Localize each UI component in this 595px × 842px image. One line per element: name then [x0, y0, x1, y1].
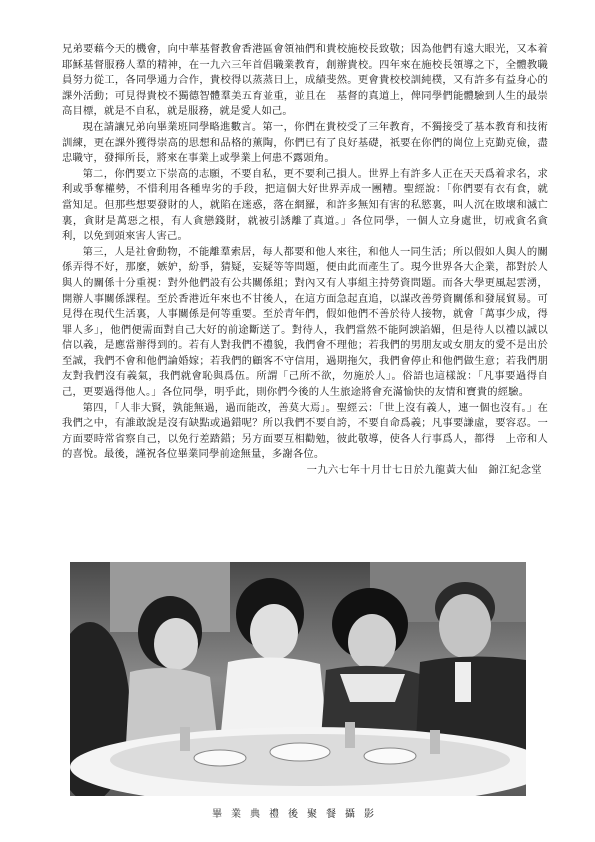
photo-caption: 畢業典禮後聚餐攝影 — [212, 809, 383, 820]
paragraph-intro: 兄弟要藉今天的機會，向中華基督教會香港區會領袖們和貴校施校長致敬；因為他們有遠大眼光，又本着 耶穌基督服務人羣的精神，在一九六三年首倡職業教育，創辦貴校。四年來在施校長領導之下，全體教職員努力從工，各同學通力合作，貴校得以蒸蒸日上，成績斐然。更會貴校校訓純樸，又有許多有益身心的課外活動；可見得貴校不獨德智體羣美五育並重，並且在 基督的真道上，俾同學們能體驗到人生的最崇高目標，就是不自私，就是服務，就是愛人如己。 — [62, 43, 559, 118]
banquet-photo-illustration — [70, 562, 526, 796]
paragraph-third-point: 第三，人是社會動物，不能離羣索居，每人都要和他人來往，和他人一同生活；所以假如人與人的關係弄得不好，那麼，嫉妒，紛爭，猜疑，妄疑等等問題，便由此而產生了。現今世界各大企業，都對於人與人的關係十分重視：對外他們設有公共關係組；對內又有人事組主持勞資問題。而各大學更風起雲湧，開辦人事關係課程。至於香港近年來也不甘後人，在這方面急起直追，以謀改善勞資關係和發展貿易。可見得在現代生活裏，人事關係是何等重要。至於青年們，假如他們不善於待人接物，就會「萬事少成，得罪人多」，他們便需面對自己大好的前途斷送了。對待人，我們當然不能阿諛諂媚，但是待人以禮以誠以信以義，是應當辦得到的。若有人對我們不禮貌，我們會不理他；若我們的男朋友或女朋友的愛不是出於至誠，我們不會和他們論婚嫁；若我們的顧客不守信用，過期拖欠，我們會停止和他們做生意；若我們朋友對我們沒有義氣，我們就會恥與爲伍。所謂「己所不欲，勿施於人」。俗語也這樣說：「凡事要過得自己，更要過得他人。」各位同學，明乎此，則你們今後的人生旅途將會充滿愉快的友情和寶貴的經驗。 — [62, 245, 548, 399]
banquet-photo — [70, 562, 526, 796]
article-body — [62, 42, 559, 479]
paragraph-second-point: 第二，你們要立下崇高的志願，不要自私，更不要利己損人。世界上有許多人正在天天爲着求名，求利或爭奪權勢，不惜利用各種卑劣的手段，把這個大好世界弄成一團糟。聖經說：「你們要有衣有食，就當知足。但那些想要發財的人，就陷在迷惑，落在網羅，和許多無知有害的私慾裏，叫人沉在敗壞和滅亡裏，貪財是萬惡之根，有人貪戀錢財，就被引誘離了真道。」各位同學，一個人立身處世，切戒貪名貪利，以免到頭來害人害己。 — [62, 167, 548, 243]
paragraph-fourth-point: 第四，「人非大賢，孰能無過，過而能改，善莫大焉」。聖經云：「世上沒有義人，連一個也沒有。」在我們之中，有誰敢說是沒有缺點或過錯呢？所以我們不要自誇，不要自命爲義；凡事要謙虛，要容忍。一方面要時常省察自己，以免行差踏錯；另方面要互相勸勉，彼此敬導，使各人行事爲人，都得 上帝和人的喜悅。最後，謹祝各位畢業同學前途無量，多謝各位。 — [62, 401, 548, 461]
paragraph-first-point: 現在請讓兄弟向畢業班同學略進數言。第一，你們在貴校受了三年教育，不獨接受了基本教育和技術訓練，更在課外獲得崇高的思想和品格的薰陶，你們已有了良好基礎，祇要在你們的崗位上克勤克儉，盡忠職守，發揮所長，將來在事業上或學業上何患不露頭角。 — [62, 120, 548, 165]
signature-line: 一九六七年十月廿七日於九龍黃大仙 錦江紀念堂 — [306, 464, 542, 477]
